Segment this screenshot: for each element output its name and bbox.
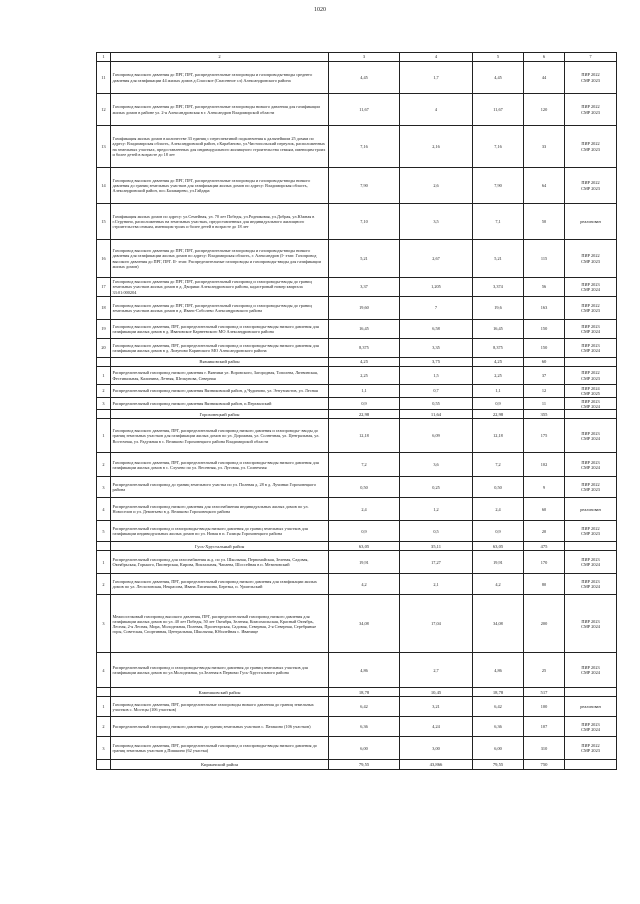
table-row bbox=[97, 477, 617, 498]
row-number: 4 bbox=[97, 653, 111, 688]
status-cell: ПИР 2023 СМР 2024 bbox=[565, 419, 617, 453]
network-value: 8,375 bbox=[473, 339, 524, 358]
cost-value: 3,21 bbox=[400, 697, 473, 717]
houses-count: 170 bbox=[524, 551, 565, 574]
district-total-cost: 35,11 bbox=[400, 542, 473, 551]
object-name: Газопровод высокого давления до ПРГ, ПРГ, распределительные газопроводы и газопроводы-вводы среднего давления для газификации 44 жилых домов д.Спасское (Спасенное сл) Александровского района bbox=[111, 62, 329, 94]
network-value: 0,50 bbox=[473, 477, 524, 498]
network-value: 0,9 bbox=[473, 398, 524, 410]
length-value: 7,90 bbox=[329, 168, 400, 204]
length-value: 4,86 bbox=[329, 653, 400, 688]
object-name: Распределительный газопровод низкого давления г. Вязники ул. Воровского, Загородная, Тополева, Литвинская, Фестивальная, Калинина, Летняя, Шелкунова, Северная bbox=[111, 367, 329, 385]
district-total-cost: 10,45 bbox=[400, 688, 473, 697]
district-name: Киржачский район bbox=[111, 760, 329, 770]
header-cell: 2 bbox=[111, 53, 329, 62]
status-cell: ПИР 2022 СМР 2023 bbox=[565, 297, 617, 320]
district-status-cell bbox=[565, 542, 617, 551]
houses-count: 175 bbox=[524, 419, 565, 453]
cost-value: 6,58 bbox=[400, 320, 473, 339]
header-cell: 5 bbox=[473, 53, 524, 62]
row-number: 1 bbox=[97, 551, 111, 574]
houses-count: 56 bbox=[524, 278, 565, 297]
table-row bbox=[97, 62, 617, 94]
houses-count: 11 bbox=[524, 398, 565, 410]
houses-count: 200 bbox=[524, 595, 565, 653]
district-row bbox=[97, 542, 617, 551]
network-value: 7,90 bbox=[473, 168, 524, 204]
district-total-network: 22,98 bbox=[473, 410, 524, 419]
table-row bbox=[97, 653, 617, 688]
object-name: Газопровод высокого давления, ПРГ, распределительный газопровод и газопроводы-вводы низкого давления для газификации жилых домов в д. Лизуново Каринского МО Александровского района bbox=[111, 339, 329, 358]
network-value: 6,42 bbox=[473, 697, 524, 717]
row-number: 3 bbox=[97, 398, 111, 410]
houses-count: 64 bbox=[524, 168, 565, 204]
district-name: Гусь-Хрустальный район bbox=[111, 542, 329, 551]
district-total-length: 4,25 bbox=[329, 358, 400, 367]
length-value: 6,42 bbox=[329, 697, 400, 717]
row-number: 1 bbox=[97, 697, 111, 717]
cost-value: 1,7 bbox=[400, 62, 473, 94]
length-value: 12,18 bbox=[329, 419, 400, 453]
object-name: Распределительный газопровод низкого давления для газоснабжения индивидуальных жилых домов по ул. Новоселов и ул. Демитьево в д. Великово Гороховецкого района bbox=[111, 498, 329, 521]
status-cell: ПИР 2023 СМР 2024 bbox=[565, 320, 617, 339]
status-cell: ПИР 2023 СМР 2024 bbox=[565, 339, 617, 358]
object-name: Распределительный газопровод и газопроводы-вводы низкого давления до границ земельных участков для газификации жилых домов по ул.Молодежная, ул.Зеленая в Первомо Гусь-Хрустального района bbox=[111, 653, 329, 688]
district-name: Гороховецкий район bbox=[111, 410, 329, 419]
cost-value: 17,04 bbox=[400, 595, 473, 653]
status-cell: ПИР 2022 СМР 2023 bbox=[565, 367, 617, 385]
houses-count: 60 bbox=[524, 498, 565, 521]
cost-value: 0,7 bbox=[400, 385, 473, 398]
houses-count: 100 bbox=[524, 697, 565, 717]
district-total-network: 18,78 bbox=[473, 688, 524, 697]
table-body bbox=[97, 53, 617, 770]
row-number: 2 bbox=[97, 453, 111, 477]
houses-count: 150 bbox=[524, 320, 565, 339]
district-total-cost: 3,75 bbox=[400, 358, 473, 367]
district-row bbox=[97, 410, 617, 419]
status-cell: реализован bbox=[565, 697, 617, 717]
cost-value: 3,6 bbox=[400, 453, 473, 477]
object-name: Межпоселковый газопровод высокого давления, ПРГ, распределительный газопровод низкого давления для газификации жилых домов по ул. 40 лет Победы, 50 лет Октября, Зеленая, Комсомольская, Красный Октябрь, Лесная, 2-я Лесная, Мира, Молодежная, Полевая, Пролетарская, Садовая, Северная, 2-я Северная, Серебряные горы, Советская, Спортивная, Центральная, Школьная, Юбилейная с. Иванище bbox=[111, 595, 329, 653]
table-row bbox=[97, 339, 617, 358]
cost-value: 4 bbox=[400, 94, 473, 126]
row-number: 17 bbox=[97, 278, 111, 297]
row-number: 15 bbox=[97, 204, 111, 240]
row-number: 1 bbox=[97, 419, 111, 453]
houses-count: 50 bbox=[524, 204, 565, 240]
network-value: 7,16 bbox=[473, 126, 524, 168]
object-name: Распределительный газопровод и газопроводы-вводы низкого давления до границ земельных участков для газификации индивидуальных жилых домов по ул. Новая в п. Галицы Гороховецкого района bbox=[111, 521, 329, 542]
houses-count: 163 bbox=[524, 297, 565, 320]
cost-value: 1,5 bbox=[400, 367, 473, 385]
status-cell: ПИР 2022 СМР 2023 bbox=[565, 126, 617, 168]
object-name: Распределительный газопровод низкого давления Вязниковский район, п.Перхвалский bbox=[111, 398, 329, 410]
page-number: 1020 bbox=[314, 7, 326, 13]
length-value: 34,08 bbox=[329, 595, 400, 653]
network-value: 2,25 bbox=[473, 367, 524, 385]
cost-value: 2,16 bbox=[400, 126, 473, 168]
row-number: 1 bbox=[97, 367, 111, 385]
table-row bbox=[97, 498, 617, 521]
cost-value: 1,2 bbox=[400, 498, 473, 521]
object-name: Распределительный газопровод низкого давления до границ земельных участков с. Патакино (106 участков) bbox=[111, 717, 329, 737]
row-number: 14 bbox=[97, 168, 111, 204]
district-total-houses: 355 bbox=[524, 410, 565, 419]
network-value: 16,45 bbox=[473, 320, 524, 339]
object-name: Распределительный газопровод для газоснабжения ж.д. по ул. Школьная, Первомайская, Зеленая, Садовая, Октябрьская, Горького, Пионерская, Кирова, Вокзальная, Чапаева, Шоссейная в п. Мезиновский bbox=[111, 551, 329, 574]
cost-value: 17,27 bbox=[400, 551, 473, 574]
cost-value: 3,5 bbox=[400, 204, 473, 240]
district-row bbox=[97, 358, 617, 367]
length-value: 2,25 bbox=[329, 367, 400, 385]
houses-count: 120 bbox=[524, 94, 565, 126]
cost-value: 0,25 bbox=[400, 477, 473, 498]
houses-count: 107 bbox=[524, 717, 565, 737]
district-row bbox=[97, 760, 617, 770]
table-row bbox=[97, 240, 617, 278]
district-number-cell bbox=[97, 410, 111, 419]
status-cell: ПИР 2022 СМР 2023 bbox=[565, 240, 617, 278]
houses-count: 12 bbox=[524, 385, 565, 398]
row-number: 2 bbox=[97, 574, 111, 595]
network-value: 7,2 bbox=[473, 453, 524, 477]
object-name: Газопровод высокого давления, ПРГ, распределительный газопровод и газопроводы-вводы низкого давления для газификации жилых домов в с. Случево по ул. Весенняя, ул. Луговая, ул. Солнечная bbox=[111, 453, 329, 477]
table-row bbox=[97, 521, 617, 542]
status-cell: ПИР 2023 СМР 2024 bbox=[565, 398, 617, 410]
cost-value: 3,00 bbox=[400, 737, 473, 760]
status-cell: ПИР 2022 СМР 2023 bbox=[565, 737, 617, 760]
status-cell: ПИР 2023 СМР 2024 bbox=[565, 717, 617, 737]
header-cell: 3 bbox=[329, 53, 400, 62]
houses-count: 25 bbox=[524, 653, 565, 688]
length-value: 7,16 bbox=[329, 126, 400, 168]
cost-value: 6,09 bbox=[400, 419, 473, 453]
object-name: Газопровод высокого давления, ПРГ, распределительный газопровод и газопроводы-вводы низкого давления до границ земельных участков д.Пишкино (62 участка) bbox=[111, 737, 329, 760]
status-cell: реализован bbox=[565, 204, 617, 240]
object-name: Газопровод высокого давления, ПРГ, распределительный газопровод низкого давления для газификации жилых домов по ул. Лесхозовская, Некрасова, Ивана Лисичкина, Березка, п. Уршельский bbox=[111, 574, 329, 595]
district-total-houses: 517 bbox=[524, 688, 565, 697]
table-row bbox=[97, 551, 617, 574]
length-value: 19,60 bbox=[329, 297, 400, 320]
table-row bbox=[97, 278, 617, 297]
district-total-length: 63,05 bbox=[329, 542, 400, 551]
district-total-length: 22,98 bbox=[329, 410, 400, 419]
district-total-houses: 60 bbox=[524, 358, 565, 367]
cost-value: 2,6 bbox=[400, 168, 473, 204]
cost-value: 4,24 bbox=[400, 717, 473, 737]
district-row bbox=[97, 688, 617, 697]
network-value: 5,21 bbox=[473, 240, 524, 278]
district-total-houses: 750 bbox=[524, 760, 565, 770]
district-total-length: 18,78 bbox=[329, 688, 400, 697]
network-value: 4,86 bbox=[473, 653, 524, 688]
row-number: 12 bbox=[97, 94, 111, 126]
object-name: Газопровод высокого давления до ПРГ, ПРГ, распределительные газопроводы и газопроводы-вводы низкого давления до границ земельных участков для газификации жилых домов по адресу: Владимирская область, Александровский район, пос.Балакирево, ул.Гайдара bbox=[111, 168, 329, 204]
length-value: 5,21 bbox=[329, 240, 400, 278]
table-row bbox=[97, 297, 617, 320]
district-status-cell bbox=[565, 688, 617, 697]
district-number-cell bbox=[97, 688, 111, 697]
table-row bbox=[97, 398, 617, 410]
houses-count: 44 bbox=[524, 62, 565, 94]
length-value: 6,36 bbox=[329, 717, 400, 737]
object-name: Газопровод высокого давления, ПРГ, распределительный газопровод низкого давления и газопроводы- вводы до границ земельных участков для газификации жилых домов по ул. Дорожная, ул. Солнечная, ул. Центральная, ул. Восточная, ул. Радужная в с. Великово Гороховецкого района Владимирской области bbox=[111, 419, 329, 453]
object-name: Газопровод высокого давления, ПРГ, распределительный газопровод и газопроводы-вводы низкого давления для газификации жилых домов в д. Ивановское Карнеевского МО Александровского района bbox=[111, 320, 329, 339]
cost-value: 2,67 bbox=[400, 240, 473, 278]
houses-count: 115 bbox=[524, 240, 565, 278]
length-value: 0,9 bbox=[329, 521, 400, 542]
houses-count: 150 bbox=[524, 339, 565, 358]
status-cell: ПИР 2023 СМР 2024 bbox=[565, 653, 617, 688]
table-row bbox=[97, 717, 617, 737]
status-cell: ПИР 2022 СМР 2023 bbox=[565, 477, 617, 498]
length-value: 4,45 bbox=[329, 62, 400, 94]
cost-value: 2,1 bbox=[400, 574, 473, 595]
object-name: Газопровод высокого давления до ПРГ, ПРГ, распределительные газопроводы низкого давления для газификации жилых домов в районе ул. 2-я Александровская в г. Александров Владимирской области bbox=[111, 94, 329, 126]
network-value: 4,45 bbox=[473, 62, 524, 94]
district-status-cell bbox=[565, 358, 617, 367]
length-value: 19,91 bbox=[329, 551, 400, 574]
table-row bbox=[97, 697, 617, 717]
network-value: 34,08 bbox=[473, 595, 524, 653]
row-number: 16 bbox=[97, 240, 111, 278]
network-value: 12,18 bbox=[473, 419, 524, 453]
status-cell: ПИР 2023 СМР 2024 bbox=[565, 278, 617, 297]
cost-value: 2,7 bbox=[400, 653, 473, 688]
length-value: 11,67 bbox=[329, 94, 400, 126]
row-number: 18 bbox=[97, 297, 111, 320]
row-number: 4 bbox=[97, 498, 111, 521]
length-value: 2,4 bbox=[329, 498, 400, 521]
houses-count: 102 bbox=[524, 453, 565, 477]
status-cell: ПИР 2023 СМР 2024 bbox=[565, 595, 617, 653]
header-cell: 4 bbox=[400, 53, 473, 62]
houses-count: 80 bbox=[524, 574, 565, 595]
status-cell: ПИР 2023 СМР 2024 bbox=[565, 574, 617, 595]
length-value: 8,375 bbox=[329, 339, 400, 358]
network-value: 4,2 bbox=[473, 574, 524, 595]
row-number: 2 bbox=[97, 385, 111, 398]
network-value: 11,67 bbox=[473, 94, 524, 126]
district-total-cost: 43,866 bbox=[400, 760, 473, 770]
length-value: 7,2 bbox=[329, 453, 400, 477]
cost-value: 3,35 bbox=[400, 339, 473, 358]
row-number: 2 bbox=[97, 717, 111, 737]
district-name: Камешковский район bbox=[111, 688, 329, 697]
table-row bbox=[97, 94, 617, 126]
district-status-cell bbox=[565, 410, 617, 419]
district-number-cell bbox=[97, 542, 111, 551]
status-cell: ПИР 2022 СМР 2023 bbox=[565, 94, 617, 126]
cost-value: 0,55 bbox=[400, 398, 473, 410]
length-value: 0,9 bbox=[329, 398, 400, 410]
houses-count: 33 bbox=[524, 126, 565, 168]
gasification-table bbox=[96, 52, 617, 770]
length-value: 0,50 bbox=[329, 477, 400, 498]
header-row bbox=[97, 53, 617, 62]
status-cell: ПИР 2023 СМР 2024 bbox=[565, 453, 617, 477]
object-name: Распределительный газопровод низкого давления Вязниковский район, д.Чудиново, ул. Энтузиастов, ул. Лесная bbox=[111, 385, 329, 398]
length-value: 6,00 bbox=[329, 737, 400, 760]
object-name: Газификация жилых домов по адресу: ул.Семейная, ул. 70 лет Победы, ул.Родниковая, ул.Добрая, ул.Южная в г.Струнино, расположенных на земельных участках, предоставленных для индивидуального жилищного строительства семьям, имеющим троих и более детей в возрасте до 18 лет bbox=[111, 204, 329, 240]
object-name: Газопровод высокого давления до ПРГ, ПРГ, распределительный газопровод и газопроводы-вводы до границ земельных участков жилых домов в д. Дворики Александровского района, кадастровый номер квартала 33:01:000204 bbox=[111, 278, 329, 297]
network-value: 7,1 bbox=[473, 204, 524, 240]
object-name: Газификация жилых домов в количестве 33 единиц с переспективой подключения к дальнейшим 25 домам по адресу: Владимирская область, Александровский район, г.Карабаново, ул.Чистопольский переулок, расположенных на земельных участках, предоставленных для индивидуального жилищного строительства семьям, имеющим троих и более детей в возрасте до 18 лет bbox=[111, 126, 329, 168]
row-number: 3 bbox=[97, 595, 111, 653]
network-value: 2,4 bbox=[473, 498, 524, 521]
table-row bbox=[97, 385, 617, 398]
length-value: 7,10 bbox=[329, 204, 400, 240]
object-name: Газопровод высокого давления до ПРГ, ПРГ, распределительные газопроводы и газопроводы-вводы низкого давления для газификации жилых домов по адресу: Владимирская область, г. Александров (I- этап: Газопровод высокого давления до ПРГ, ПРГ. II- этап: Распределительные газопроводы и газопроводы-вводы для газификации жилых домов) bbox=[111, 240, 329, 278]
table-row bbox=[97, 574, 617, 595]
status-cell: реализован bbox=[565, 498, 617, 521]
length-value: 4,2 bbox=[329, 574, 400, 595]
district-name: Вязниковский район bbox=[111, 358, 329, 367]
network-value: 19,6 bbox=[473, 297, 524, 320]
object-name: Газопровод высокого давления, ПРГ, распределительные газопроводы низкого давления до границ земельных участков с. Мостцы (106 участков) bbox=[111, 697, 329, 717]
header-cell: 7 bbox=[565, 53, 617, 62]
table-row bbox=[97, 320, 617, 339]
network-value: 19,91 bbox=[473, 551, 524, 574]
district-status-cell bbox=[565, 760, 617, 770]
table-row bbox=[97, 168, 617, 204]
district-total-network: 63,05 bbox=[473, 542, 524, 551]
row-number: 5 bbox=[97, 521, 111, 542]
length-value: 1,1 bbox=[329, 385, 400, 398]
header-cell: 1 bbox=[97, 53, 111, 62]
district-total-cost: 11,64 bbox=[400, 410, 473, 419]
row-number: 19 bbox=[97, 320, 111, 339]
table-row bbox=[97, 595, 617, 653]
table-row bbox=[97, 419, 617, 453]
row-number: 20 bbox=[97, 339, 111, 358]
row-number: 3 bbox=[97, 477, 111, 498]
row-number: 3 bbox=[97, 737, 111, 760]
table-row bbox=[97, 737, 617, 760]
table-row bbox=[97, 453, 617, 477]
district-total-network: 79,55 bbox=[473, 760, 524, 770]
district-total-network: 4,25 bbox=[473, 358, 524, 367]
network-value: 3,374 bbox=[473, 278, 524, 297]
table-row bbox=[97, 204, 617, 240]
row-number: 11 bbox=[97, 62, 111, 94]
header-cell: 6 bbox=[524, 53, 565, 62]
status-cell: ПИР 2022 СМР 2023 bbox=[565, 168, 617, 204]
table-row bbox=[97, 367, 617, 385]
length-value: 3,37 bbox=[329, 278, 400, 297]
table-row bbox=[97, 126, 617, 168]
cost-value: 0,5 bbox=[400, 521, 473, 542]
district-number-cell bbox=[97, 358, 111, 367]
network-value: 0,9 bbox=[473, 521, 524, 542]
network-value: 6,00 bbox=[473, 737, 524, 760]
cost-value: 1,205 bbox=[400, 278, 473, 297]
houses-count: 9 bbox=[524, 477, 565, 498]
houses-count: 20 bbox=[524, 521, 565, 542]
houses-count: 37 bbox=[524, 367, 565, 385]
district-total-length: 79,55 bbox=[329, 760, 400, 770]
district-total-houses: 475 bbox=[524, 542, 565, 551]
status-cell: ПИР 2023 СМР 2024 bbox=[565, 551, 617, 574]
object-name: Распределительный газопровод до границ земельного участка по ул. Полевая д. 28 в д. Лучинки Гороховецкого района bbox=[111, 477, 329, 498]
status-cell: ПИР 2022 СМР 2023 bbox=[565, 62, 617, 94]
network-value: 6,36 bbox=[473, 717, 524, 737]
length-value: 16,45 bbox=[329, 320, 400, 339]
row-number: 13 bbox=[97, 126, 111, 168]
status-cell: ПИР 2022 СМР 2023 bbox=[565, 521, 617, 542]
network-value: 1,1 bbox=[473, 385, 524, 398]
houses-count: 310 bbox=[524, 737, 565, 760]
cost-value: 7 bbox=[400, 297, 473, 320]
object-name: Газопровод высокого давления до ПРГ, ПРГ, распределительный газопровод и газопроводы-вводы до границ земельных участков жилых домов в д. Иванс-Соболево Александровского района bbox=[111, 297, 329, 320]
district-number-cell bbox=[97, 760, 111, 770]
status-cell: ПИР 2024 СМР 2025 bbox=[565, 385, 617, 398]
